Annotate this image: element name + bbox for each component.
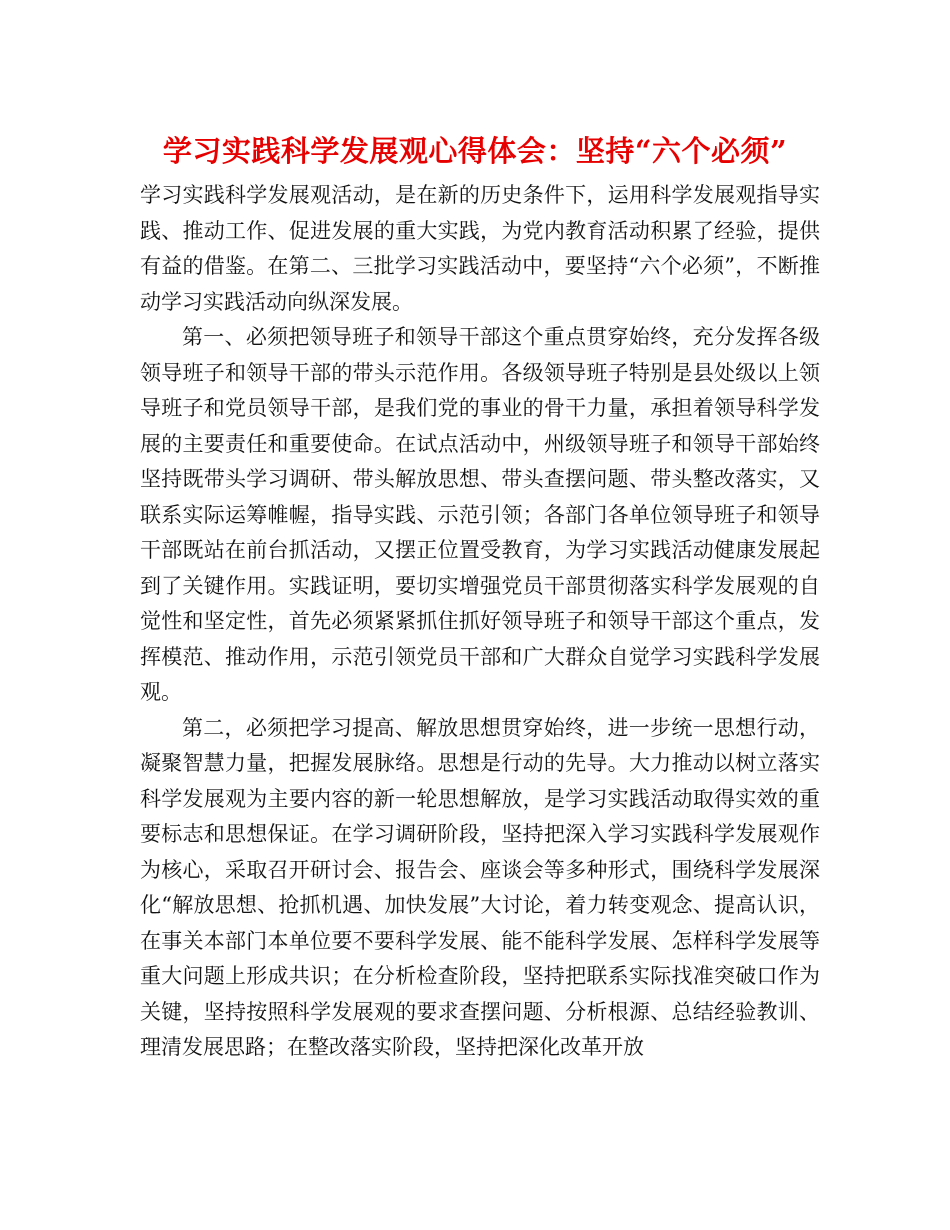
document-title: 学习实践科学发展观心得体会：坚持“六个必须” — [162, 134, 788, 168]
document-body — [140, 178, 820, 1066]
paragraph-first-point: 第一、必须把领导班子和领导干部这个重点贯穿始终，充分发挥各级领导班子和领导干部的带头示范作用。各级领导班子特别是县处级以上领导班子和党员领导干部，是我们党的事业的骨干力量，承担着领导科学发展的主要责任和重要使命。在试点活动中，州级领导班子和领导干部始终坚持既带头学习调研、带头解放思想、带头查摆问题、带头整改落实，又联系实际运筹帷幄，指导实践、示范引领；各部门各单位领导班子和领导干部既站在前台抓活动，又摆正位置受教育，为学习实践活动健康发展起到了关键作用。实践证明，要切实增强党员干部贯彻落实科学发展观的自觉性和坚定性，首先必须紧紧抓住抓好领导班子和领导干部这个重点，发挥模范、推动作用，示范引领党员干部和广大群众自觉学习实践科学发展观。 — [140, 325, 820, 704]
paragraph-intro: 学习实践科学发展观活动，是在新的历史条件下，运用科学发展观指导实践、推动工作、促进发展的重大实践，为党内教育活动积累了经验，提供有益的借鉴。在第二、三批学习实践活动中，要坚持“六个必须”，不断推动学习实践活动向纵深发展。 — [140, 183, 820, 314]
paragraph-second-point: 第二，必须把学习提高、解放思想贯穿始终，进一步统一思想行动，凝聚智慧力量，把握发展脉络。思想是行动的先导。大力推动以树立落实科学发展观为主要内容的新一轮思想解放，是学习实践活动取得实效的重要标志和思想保证。在学习调研阶段，坚持把深入学习实践科学发展观作为核心，采取召开研讨会、报告会、座谈会等多种形式，围绕科学发展深化“解放思想、抢抓机遇、加快发展”大讨论，着力转变观念、提高认识，在事关本部门本单位要不要科学发展、能不能科学发展、怎样科学发展等重大问题上形成共识；在分析检查阶段，坚持把联系实际找准突破口作为关键，坚持按照科学发展观的要求查摆问题、分析根源、总结经验教训、理清发展思路；在整改落实阶段，坚持把深化改革开放 — [140, 715, 820, 1059]
